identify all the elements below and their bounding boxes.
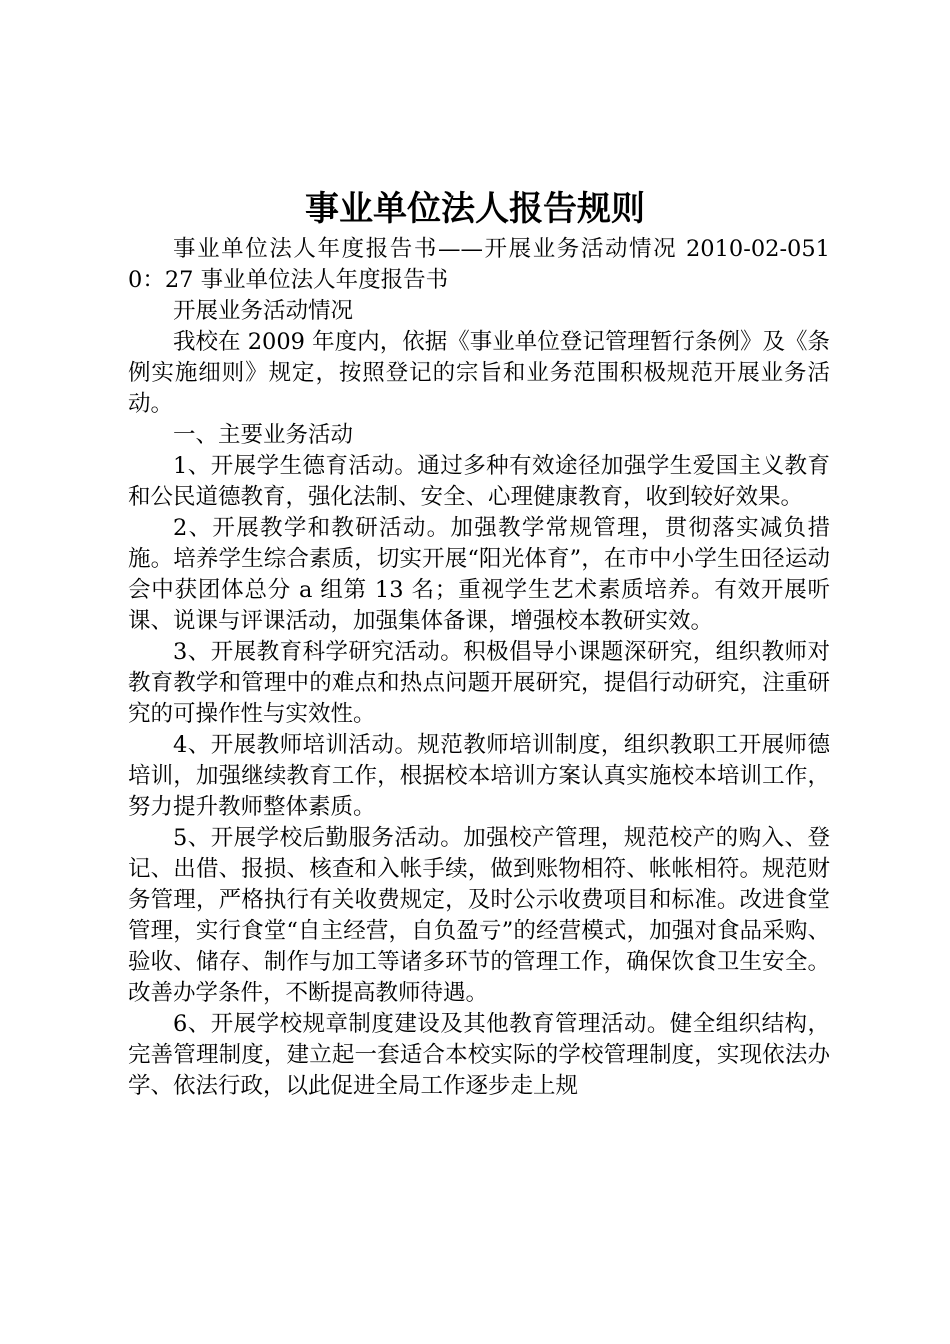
paragraph-activities-heading: 开展业务活动情况 [173,298,354,324]
paragraph-report-header: 事业单位法人年度报告书——开展业务活动情况 2010-02-0510：27 事业单位法人年度报告书 [128,236,830,293]
paragraph-item-6: 6、开展学校规章制度建设及其他教育管理活动。健全组织结构，完善管理制度，建立起一套适合本校实际的学校管理制度，实现依法办学、依法行政，以此促进全局工作逐步走上规 [128,1011,830,1099]
paragraph-item-1: 1、开展学生德育活动。通过多种有效途径加强学生爱国主义教育和公民道德教育，强化法制、安全、心理健康教育，收到较好效果。 [128,453,830,510]
paragraph-item-3: 3、开展教育科学研究活动。积极倡导小课题深研究，组织教师对教育教学和管理中的难点和热点问题开展研究，提倡行动研究，注重研究的可操作性与实效性。 [128,639,830,727]
document-title: 事业单位法人报告规则 [305,189,645,229]
document-body [128,234,830,1102]
section-heading-main-activities: 一、主要业务活动 [173,422,354,448]
paragraph-item-5: 5、开展学校后勤服务活动。加强校产管理，规范校产的购入、登记、出借、报损、核查和入帐手续，做到账物相符、帐帐相符。规范财务管理，严格执行有关收费规定，及时公示收费项目和标准。改进食堂管理，实行食堂“自主经营，自负盈亏”的经营模式，加强对食品采购、验收、储存、制作与加工等诸多环节的管理工作，确保饮食卫生安全。改善办学条件，不断提高教师待遇。 [128,825,830,1006]
paragraph-item-4: 4、开展教师培训活动。规范教师培训制度，组织教职工开展师德培训，加强继续教育工作，根据校本培训方案认真实施校本培训工作，努力提升教师整体素质。 [128,732,830,820]
paragraph-intro: 我校在 2009 年度内，依据《事业单位登记管理暂行条例》及《条例实施细则》规定，按照登记的宗旨和业务范围积极规范开展业务活动。 [128,329,830,417]
paragraph-item-2: 2、开展教学和教研活动。加强教学常规管理，贯彻落实减负措施。培养学生综合素质，切实开展“阳光体育”，在市中小学生田径运动会中获团体总分 a 组第 13 名；重视学生艺术素质培养。有效开展听课、说课与评课活动，加强集体备课，增强校本教研实效。 [128,515,830,634]
